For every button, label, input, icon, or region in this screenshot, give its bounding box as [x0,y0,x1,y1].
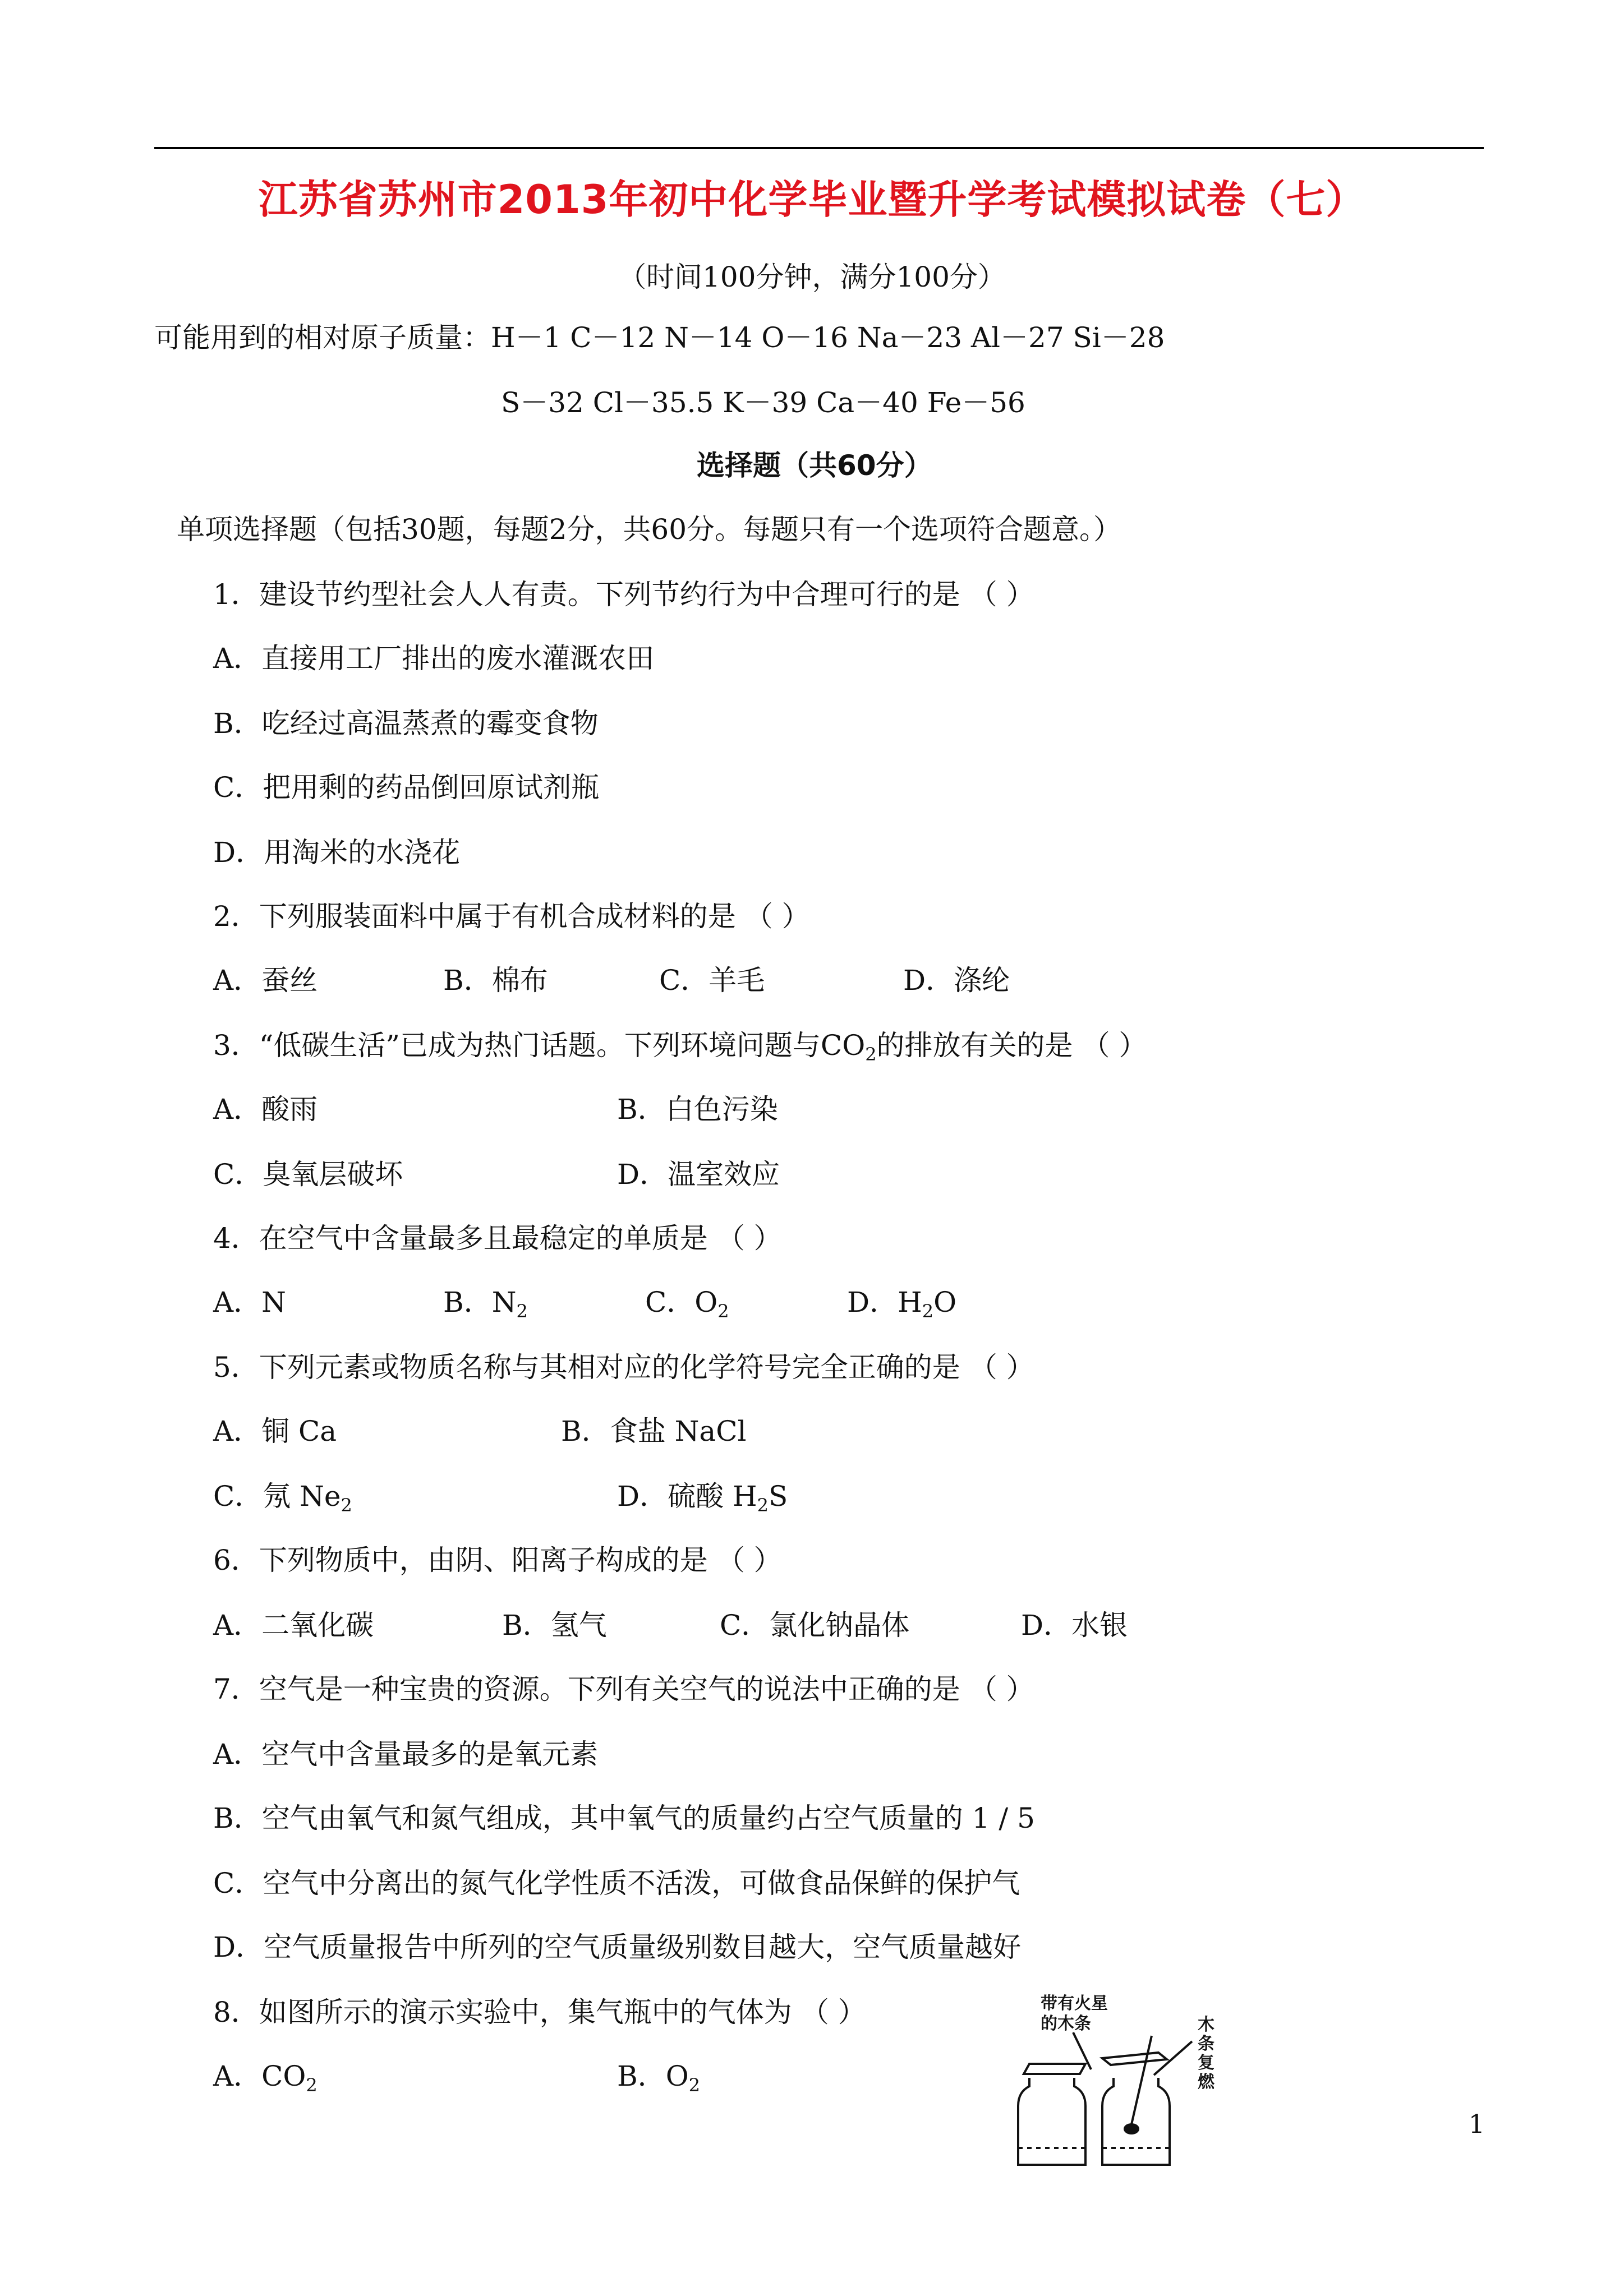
question-5-option-a: A．铜 Ca [213,1415,337,1447]
question-8-option-b: B．$O_2$ [617,2060,701,2096]
figure-label-right-2: 条 [1198,2034,1214,2054]
header-rule [154,147,1484,149]
question-2-stem: 2．下列服装面料中属于有机合成材料的是 （ ） [213,900,810,933]
figure-label-right-4: 燃 [1198,2072,1214,2092]
question-6-stem: 6．下列物质中，由阴、阳离子构成的是 （ ） [213,1544,782,1576]
question-7-option-b: B．空气由氧气和氮气组成，其中氧气的质量约占空气质量的 1 / 5 [213,1802,1035,1834]
question-8-option-a: A．$CO_2$ [213,2060,318,2096]
question-3-option-c: C．臭氧层破坏 [213,1158,403,1191]
atomic-masses-line1: 可能用到的相对原子质量：H－1 C－12 N－14 O－16 Na－23 Al－27 Si－28 [154,321,1165,354]
exam-subtitle: （时间100分钟，满分100分） [618,261,1006,293]
question-4-option-d: D．$H_2O$ [847,1286,957,1322]
question-8-stem: 8．如图所示的演示实验中，集气瓶中的气体为 （ ） [213,1996,866,2028]
question-2-option-a: A．蚕丝 [213,964,318,997]
question-1-option-a: A．直接用工厂排出的废水灌溉农田 [213,642,655,675]
section-title: 选择题（共60分） [697,449,932,482]
question-5-stem: 5．下列元素或物质名称与其相对应的化学符号完全正确的是 （ ） [213,1351,1034,1384]
gas-jar-figure [1007,1991,1243,2176]
question-3-stem: 3．“低碳生活”已成为热门话题。下列环境问题与$CO_2$的排放有关的是 （ ） [213,1029,1147,1065]
question-3-option-d: D．温室效应 [617,1158,780,1191]
figure-label-right-1: 木 [1198,2015,1214,2035]
question-1-option-d: D．用淘米的水浇花 [213,836,461,869]
question-2-option-c: C．羊毛 [659,964,765,997]
question-5-option-b: B．食盐 NaCl [561,1415,747,1447]
question-5-option-c: C．氖 $Ne_2$ [213,1480,352,1516]
question-7-option-c: C．空气中分离出的氮气化学性质不活泼，可做食品保鲜的保护气 [213,1867,1020,1899]
figure-label-left-2: 的木条 [1041,2014,1091,2034]
question-3-option-b: B．白色污染 [617,1093,778,1126]
question-6-option-a: A．二氧化碳 [213,1609,374,1642]
question-7-stem: 7．空气是一种宝贵的资源。下列有关空气的说法中正确的是 （ ） [213,1673,1034,1705]
question-1-option-c: C．把用剩的药品倒回原试剂瓶 [213,771,600,804]
figure-label-left-1: 带有火星 [1041,1994,1108,2013]
question-2-option-b: B．棉布 [443,964,548,997]
question-6-option-c: C．氯化钠晶体 [720,1609,910,1642]
question-4-option-c: C．$O_2$ [645,1286,729,1322]
question-2-option-d: D．涤纶 [903,964,1010,997]
section-instructions: 单项选择题（包括30题，每题2分，共60分。每题只有一个选项符合题意。） [177,513,1122,546]
question-3-option-a: A．酸雨 [213,1093,318,1126]
question-1-stem: 1．建设节约型社会人人有责。下列节约行为中合理可行的是 （ ） [213,578,1034,611]
page-number: 1 [1468,2109,1485,2139]
exam-title: 江苏省苏州市2013年初中化学毕业暨升学考试模拟试卷（七） [258,177,1366,223]
question-5-option-d: D．硫酸 $H_2S$ [617,1480,788,1516]
question-6-option-d: D．水银 [1021,1609,1128,1642]
atomic-masses-line2: S－32 Cl－35.5 K－39 Ca－40 Fe－56 [501,386,1025,419]
question-4-option-b: B．$N_2$ [443,1286,528,1322]
question-1-option-b: B．吃经过高温蒸煮的霉变食物 [213,707,599,740]
question-7-option-d: D．空气质量报告中所列的空气质量级别数目越大，空气质量越好 [213,1931,1022,1963]
question-7-option-a: A．空气中含量最多的是氧元素 [213,1738,599,1771]
figure-label-right-3: 复 [1198,2053,1214,2073]
question-4-stem: 4．在空气中含量最多且最稳定的单质是 （ ） [213,1222,782,1255]
question-6-option-b: B．氢气 [502,1609,607,1642]
question-4-option-a: A．N [213,1286,286,1318]
